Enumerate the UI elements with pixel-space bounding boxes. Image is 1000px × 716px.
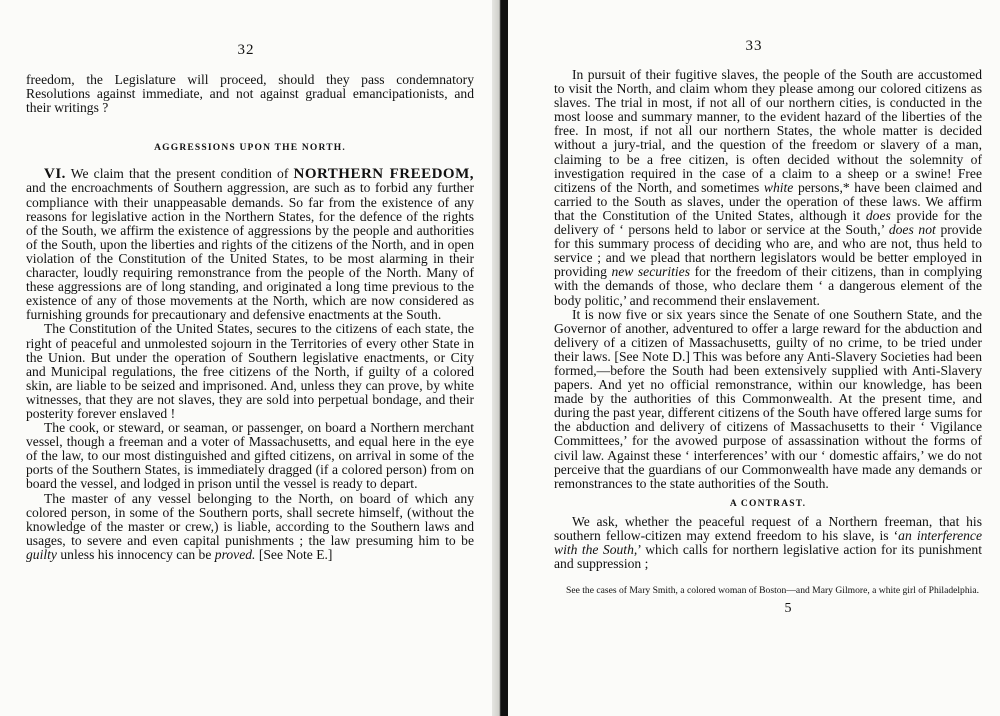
- page-number: 32: [237, 42, 255, 58]
- master-paragraph-start: The master of any vessel belonging to the North, on board of which any colored person, in some of the Southern ports, shall secrete himself, (without the knowledge of the master or crew,) is liable, according to the Southern laws and usages, to severe and even capital punishments ; the law presuming him to be: [26, 490, 474, 548]
- book-gutter: [492, 0, 508, 716]
- constitution-paragraph: The Constitution of the United States, secures to the citizens of each state, the right of peaceful and unmolested sojourn in the Territories of every other State in the Union. But under the operation of Southern legislative enactments, or City and Municipal regulations, the free citizens of the North, if guilty of a colored skin, are liable to be seized and imprisoned. And, unless they can prove, by white witnesses, that they are not slaves, they are sold into perpetual bondage, and their posterity forever enslaved !: [26, 321, 474, 421]
- new-securities-text: new securities: [611, 264, 690, 280]
- white-text: white: [763, 179, 794, 195]
- contrast-text-b: ’ which calls for northern legislative action for its punishment and suppression ;: [554, 542, 983, 572]
- contrast-heading: A CONTRAST.: [729, 498, 807, 509]
- note-reference: [See Note E.]: [258, 546, 333, 562]
- fugitive-text-e: for the freedom of their citizens, than in complying with the demands of those, who declare them ‘ a dangerous element of the body politic,’ and recommend their enslavement.: [554, 264, 982, 308]
- page-number: 33: [745, 38, 763, 54]
- northern-freedom-text: NORTHERN FREEDOM,: [293, 166, 475, 183]
- section-paragraph-rest: and the encroachments of Southern aggression, are such as to forbid any further compliance with their unappeasable demands. So far from the existence of any reasons for legislative action in the Northern States, for the defence of the rights of the South, we affirm the existence of aggressions by the people and authorities of the South, upon the liberties and rights of the citizens of the North, and in open violation of the Constitution of the United States, to be most alarming in their character, loudly requiring remonstrance from the people of the North. Many of these aggressions are of long standing, and originated a long time previous to the existence of any of those movements at the North, which are now considered as furnishing grounds for precautionary and defensive enactments at the South.: [26, 180, 474, 323]
- signature-mark: 5: [784, 601, 792, 617]
- master-paragraph: [26, 492, 474, 562]
- proved-text: proved.: [214, 546, 256, 562]
- contrast-text-a: We ask, whether the peaceful request of a Northern freeman, that his southern fellow-citizen may extend freedom to his slave, is ‘: [554, 513, 982, 543]
- fugitive-text-c: provide for the delivery of ‘ persons held to labor or service at the South,’: [554, 207, 983, 238]
- master-paragraph-mid: unless his innocency can be: [60, 546, 212, 562]
- fugitive-text-b: persons,* have been claimed and carried to the South as slaves, under the operation of these laws. We affirm that the Constitution of the United States, although it: [554, 179, 982, 223]
- section-number: VI.: [44, 166, 66, 183]
- fugitive-paragraph: [554, 68, 982, 308]
- fugitive-text-d: provide for this summary process of deciding who are, and who are not, thus held to service ; and we plead that northern legislators would be better employed in providing: [554, 222, 983, 280]
- section-paragraph-start: We claim that the present condition of: [70, 166, 289, 182]
- footnote: See the cases of Mary Smith, a colored woman of Boston—and Mary Gilmore, a white girl of Philadelphia.: [566, 585, 979, 597]
- right-page: [508, 0, 1000, 716]
- left-body: [26, 73, 474, 562]
- guilty-text: guilty: [26, 546, 57, 562]
- does-text: does: [865, 207, 891, 223]
- section-heading: AGGRESSIONS UPON THE NORTH.: [154, 143, 346, 154]
- fugitive-text-a: In pursuit of their fugitive slaves, the people of the South are accustomed to visit the North, and claim whom they please among our colored citizens as slaves. The trial in most, if not all of our northern cities, is conducted in the most loose and summary manner, to the evident hazard of the liberties of the free. In most, if not all our northern States, the whole matter is decided without a jury-trial, and the question of the freedom or slavery of a man, claiming to be a free citizen, is often decided without the solemnity of investigation required in the case of a claim to a sheep or a swine! Free citizens of the North, and sometimes: [554, 67, 982, 195]
- cook-paragraph: The cook, or steward, or seaman, or passenger, on board a Northern merchant vessel, though a freeman and a voter of Massachusetts, and equal here in the eye of the law, to our most distinguished and gifted citizens, on arrival in some of the ports of the Southern States, is immediately dragged (if a colored person) from on board the vessel, and lodged in prison until the vessel is ready to depart.: [26, 420, 474, 492]
- contrast-paragraph: [554, 515, 982, 571]
- intro-paragraph: freedom, the Legislature will proceed, should they pass condemnatory Resolutions against immediate, and not against gradual emancipationists, and their writings ?: [26, 72, 474, 116]
- senate-paragraph: It is now five or six years since the Senate of one Southern State, and the Governor of another, adventured to offer a large reward for the abduction and delivery of a citizen of Massachusetts, guilty of no crime, to be tried under their laws. [See Note D.] This was before any Anti-Slavery Societies had been formed,—before the South had been extensively supplied with Anti-Slavery papers. And yet no official remonstrance, within our knowledge, has been made by the authorities of this Commonwealth. At the present time, and during the past year, different citizens of the South have offered large sums for the abduction and delivery of citizens of Massachusetts to their ‘ Vigilance Committees,’ for the avowed purpose of assassination without the forms of civil law. Against these ‘ interferences’ with our ‘ domestic affairs,’ we do not perceive that the guardians of our Commonwealth have made any demands or remonstrances to the state authorities of the South.: [554, 306, 982, 491]
- interference-quote: an interference with the South,: [554, 528, 982, 558]
- does-not-text: does not: [888, 222, 936, 238]
- right-body: [554, 68, 982, 616]
- section-paragraph: [26, 167, 474, 322]
- left-page: [0, 0, 492, 716]
